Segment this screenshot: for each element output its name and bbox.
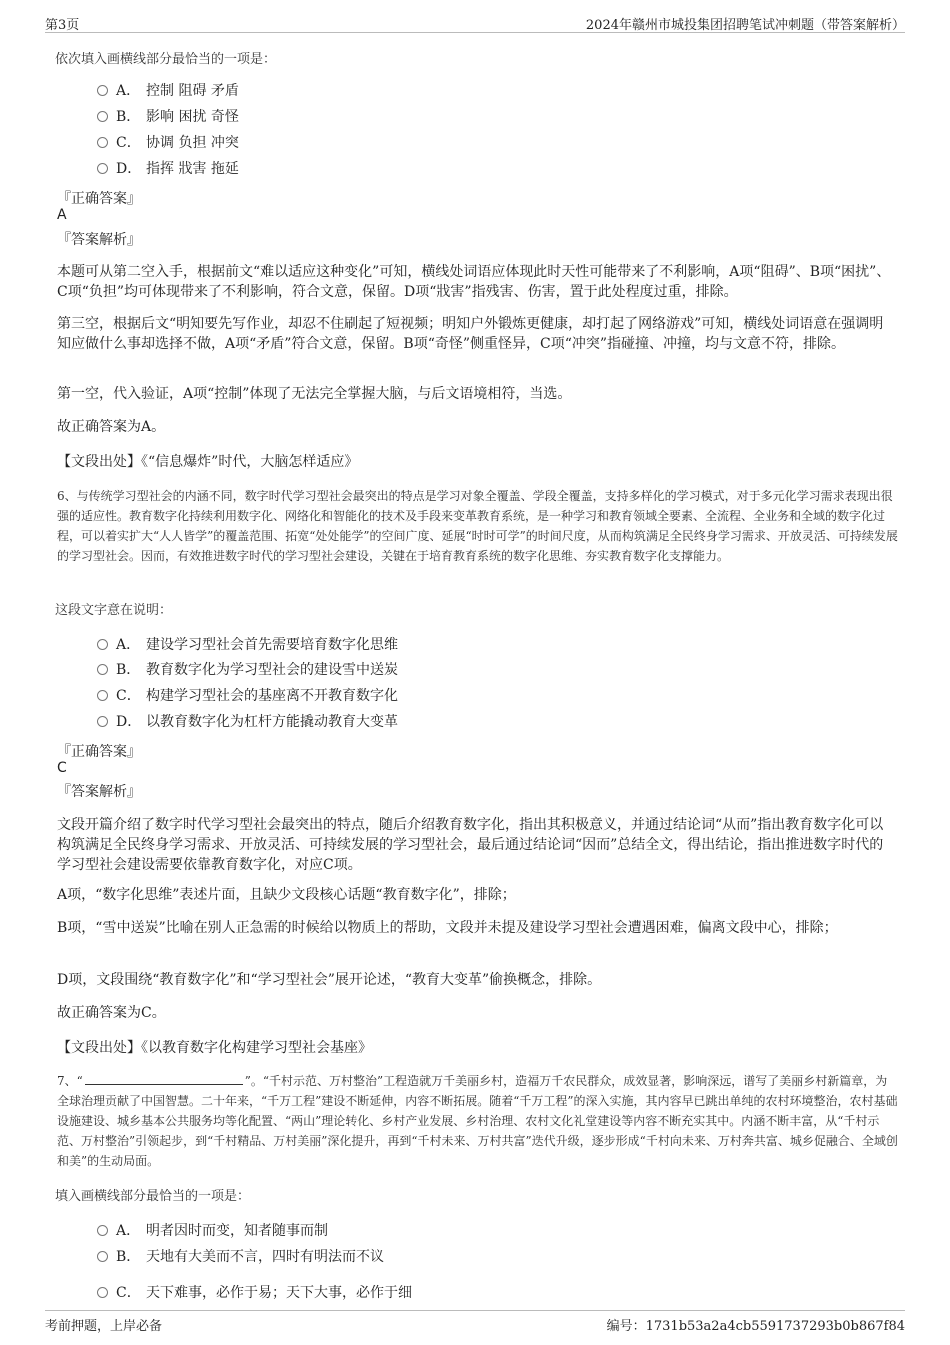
radio-icon[interactable] — [97, 111, 108, 122]
q5-option-b[interactable]: B． 影响 困扰 奇怪 — [97, 107, 239, 127]
document-code: 编号：1731b53a2a4cb5591737293b0b867f84 — [606, 1319, 905, 1334]
q7-prompt: 填入画横线部分最恰当的一项是： — [55, 1189, 251, 1204]
page-footer — [45, 1310, 905, 1337]
radio-icon[interactable] — [97, 1225, 108, 1236]
radio-icon[interactable] — [97, 664, 108, 675]
radio-icon[interactable] — [97, 1287, 108, 1298]
q5-option-a[interactable]: A． 控制 阻碍 矛盾 — [97, 81, 239, 101]
q5-analysis-label: 『答案解析』 — [57, 232, 141, 248]
q6-analysis-p5: 故正确答案为C。 — [57, 1005, 166, 1021]
q7-question: 7、“ ”。“千村示范、万村整治”工程造就万千美丽乡村，造福万千农民群众，成效显著，影响深远，谱写了美丽乡村新篇章，为全球治理贡献了中国智慧。二十年来，“千万工程”建设不断延伸，内容不断拓展。随着“千万工程”的深入实施，其内容早已跳出单纯的农村环境整治，农村基础设施建设、城乡基本公共服务均等化配置、“两山”理论转化、乡村产业发展、乡村治理、农村文化礼堂建设等内容不断充实其中。内涵不断丰富，从“千村示范、万村整治”引领起步，到“千村精品、万村美丽”深化提升，再到“千村未来、万村共富”迭代升级，逐步形成“千村向未来、万村奔共富、城乡促融合、全域创和美”的生动局面。 — [57, 1074, 898, 1168]
q6-option-d[interactable]: D． 以教育数字化为杠杆方能撬动教育大变革 — [97, 712, 398, 732]
q6-analysis-p3: B项，“雪中送炭”比喻在别人正急需的时候给以物质上的帮助，文段并未提及建设学习型社会遭遇困难，偏离文段中心，排除； — [57, 920, 838, 936]
q6-analysis-p4: D项，文段围绕“教育数字化”和“学习型社会”展开论述，“教育大变革”偷换概念，排除。 — [57, 972, 602, 988]
radio-icon[interactable] — [97, 163, 108, 174]
radio-icon[interactable] — [97, 690, 108, 701]
q6-analysis-p1: 文段开篇介绍了数字时代学习型社会最突出的特点，随后介绍教育数字化，指出其积极意义，并通过结论词“从而”指出教育数字化可以构筑满足全民终身学习需求、开放灵活、可持续发展的学习型社会，最后通过结论词“因而”总结全文，得出结论，指出推进数字时代的学习型社会建设需要依靠教育数字化，对应C项。 — [57, 817, 884, 873]
radio-icon[interactable] — [97, 639, 108, 650]
q5-source: 【文段出处】《“信息爆炸”时代，大脑怎样适应》 — [57, 454, 359, 470]
q6-answer: C — [57, 760, 67, 776]
q6-answer-label: 『正确答案』 — [57, 744, 141, 760]
q5-prompt: 依次填入画横线部分最恰当的一项是： — [55, 52, 277, 67]
q6-option-a[interactable]: A． 建设学习型社会首先需要培育数字化思维 — [97, 635, 398, 655]
q5-option-c[interactable]: C． 协调 负担 冲突 — [97, 133, 239, 153]
radio-icon[interactable] — [97, 1251, 108, 1262]
q6-analysis-label: 『答案解析』 — [57, 784, 141, 800]
q5-option-d[interactable]: D． 指挥 戕害 拖延 — [97, 159, 239, 179]
q6-question: 6、与传统学习型社会的内涵不同，数字时代学习型社会最突出的特点是学习对象全覆盖、学段全覆盖，支持多样化的学习模式，对于多元化学习需求表现出很强的适应性。教育数字化持续利用数字化、网络化和智能化的技术及手段来变革教育系统，是一种学习和教育领域全要素、全流程、全业务和全域的数字化过程，可以着实扩大“人人皆学”的覆盖范围、拓宽“处处能学”的空间广度、延展“时时可学”的时间尺度，从而构筑满足全民终身学习需求、开放灵活、可持续发展的学习型社会。因而，有效推进数字时代的学习型社会建设，关键在于培育教育系统的数字化思维、夯实教育数字化支撑能力。 — [57, 489, 898, 563]
q7-option-c[interactable]: C． 天下难事，必作于易；天下大事，必作于细 — [97, 1283, 412, 1303]
q7-option-b[interactable]: B． 天地有大美而不言，四时有明法而不议 — [97, 1247, 384, 1267]
q6-option-c[interactable]: C． 构建学习型社会的基座离不开教育数字化 — [97, 686, 398, 706]
q5-analysis-p2: 第三空，根据后文“明知要先写作业，却忍不住刷起了短视频；明知户外锻炼更健康，却打起了网络游戏”可知，横线处词语意在强调明知应做什么事却选择不做，A项“矛盾”符合文意，保留。B项“奇怪”侧重怪异，C项“冲突”指碰撞、冲撞，均与文意不符，排除。 — [57, 316, 884, 352]
q5-analysis-p4: 故正确答案为A。 — [57, 419, 166, 435]
radio-icon[interactable] — [97, 137, 108, 148]
fill-blank — [85, 1072, 243, 1085]
q5-analysis-p3: 第一空，代入验证，A项“控制”体现了无法完全掌握大脑，与后文语境相符，当选。 — [57, 386, 572, 402]
q6-source: 【文段出处】《以教育数字化构建学习型社会基座》 — [57, 1040, 372, 1056]
footer-slogan: 考前押题，上岸必备 — [45, 1319, 163, 1334]
q6-prompt: 这段文字意在说明： — [55, 603, 173, 618]
q5-answer-label: 『正确答案』 — [57, 191, 141, 207]
q5-answer: A — [57, 207, 67, 223]
page-number: 第3页 — [45, 18, 80, 33]
radio-icon[interactable] — [97, 85, 108, 96]
q6-option-b[interactable]: B． 教育数字化为学习型社会的建设雪中送炭 — [97, 660, 398, 680]
radio-icon[interactable] — [97, 716, 108, 727]
q5-analysis-p1: 本题可从第二空入手，根据前文“难以适应这种变化”可知，横线处词语应体现此时天性可能带来了不利影响，A项“阻碍”、B项“困扰”、C项“负担”均可体现带来了不利影响，符合文意，保留。D项“戕害”指残害、伤害，置于此处程度过重，排除。 — [57, 264, 891, 300]
q7-option-a[interactable]: A． 明者因时而变，知者随事而制 — [97, 1221, 328, 1241]
q6-analysis-p2: A项，“数字化思维”表述片面，且缺少文段核心话题“教育数字化”，排除； — [57, 887, 516, 903]
page-header — [45, 10, 905, 33]
document-title: 2024年赣州市城投集团招聘笔试冲刺题（带答案解析） — [585, 18, 905, 33]
